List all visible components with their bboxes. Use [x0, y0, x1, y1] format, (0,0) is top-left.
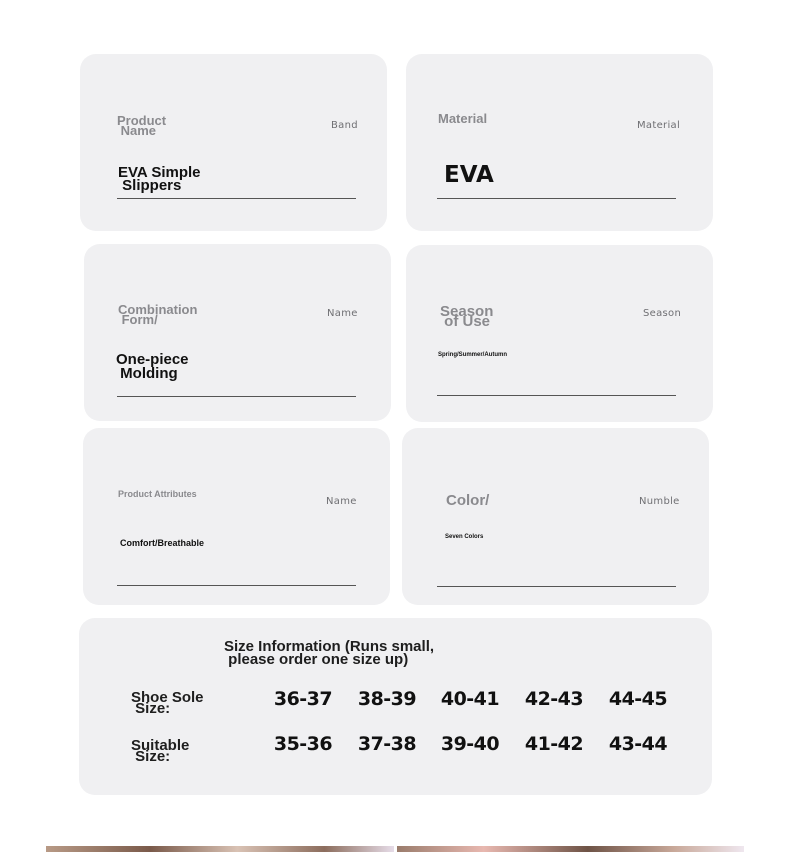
- product-name-label: Product Name: [117, 113, 167, 138]
- season-of-use-tag: Season: [643, 308, 682, 319]
- product-photo-strip-left: [46, 846, 394, 852]
- combination-form-label: Combination Form/: [118, 302, 198, 327]
- material-rule: [437, 198, 676, 199]
- combination-form-tag: Name: [327, 308, 358, 319]
- suitable-size-cell: 35-36: [273, 733, 333, 755]
- suitable-size-cell: 37-38: [357, 733, 417, 755]
- color-rule: [437, 586, 676, 587]
- season-of-use-card: [406, 245, 713, 422]
- product-attributes-card: [83, 428, 390, 605]
- color-value: Seven Colors: [445, 534, 484, 540]
- suitable-size-cell: 43-44: [608, 733, 668, 755]
- suitable-size-cell: 41-42: [524, 733, 584, 755]
- season-of-use-value: Spring/Summer/Autumn: [438, 352, 508, 358]
- combination-form-rule: [117, 396, 356, 397]
- size-information-title: Size Information (Runs small, please order one size up): [224, 638, 435, 668]
- sole-size-cell: 38-39: [357, 688, 417, 710]
- product-name-rule: [117, 198, 356, 199]
- product-photo-strip-right: [397, 846, 744, 852]
- sole-size-cell: 36-37: [273, 688, 333, 710]
- season-of-use-label: Season of Use: [440, 303, 494, 330]
- product-attributes-value: Comfort/Breathable: [120, 538, 205, 548]
- product-name-value: EVA Simple Slippers: [118, 164, 201, 194]
- suitable-size-label: Suitable Size:: [131, 737, 190, 765]
- product-name-tag: Band: [331, 120, 358, 131]
- sole-size-cell: 42-43: [524, 688, 584, 710]
- product-attributes-tag: Name: [326, 496, 357, 507]
- season-of-use-rule: [437, 395, 676, 396]
- product-attributes-rule: [117, 585, 356, 586]
- color-card: [402, 428, 709, 605]
- material-label: Material: [438, 111, 488, 126]
- product-name-card: [80, 54, 387, 231]
- material-tag: Material: [637, 120, 681, 131]
- sole-size-cell: 44-45: [608, 688, 668, 710]
- color-tag: Numble: [639, 496, 680, 507]
- combination-form-card: [84, 244, 391, 421]
- material-value: EVA: [444, 162, 494, 188]
- suitable-size-cell: 39-40: [440, 733, 500, 755]
- shoe-sole-size-label: Shoe Sole Size:: [131, 689, 204, 717]
- material-card: [406, 54, 713, 231]
- sole-size-cell: 40-41: [440, 688, 500, 710]
- combination-form-value: One-piece Molding: [116, 351, 189, 382]
- color-label: Color/: [446, 492, 490, 509]
- product-attributes-label: Product Attributes: [118, 489, 197, 499]
